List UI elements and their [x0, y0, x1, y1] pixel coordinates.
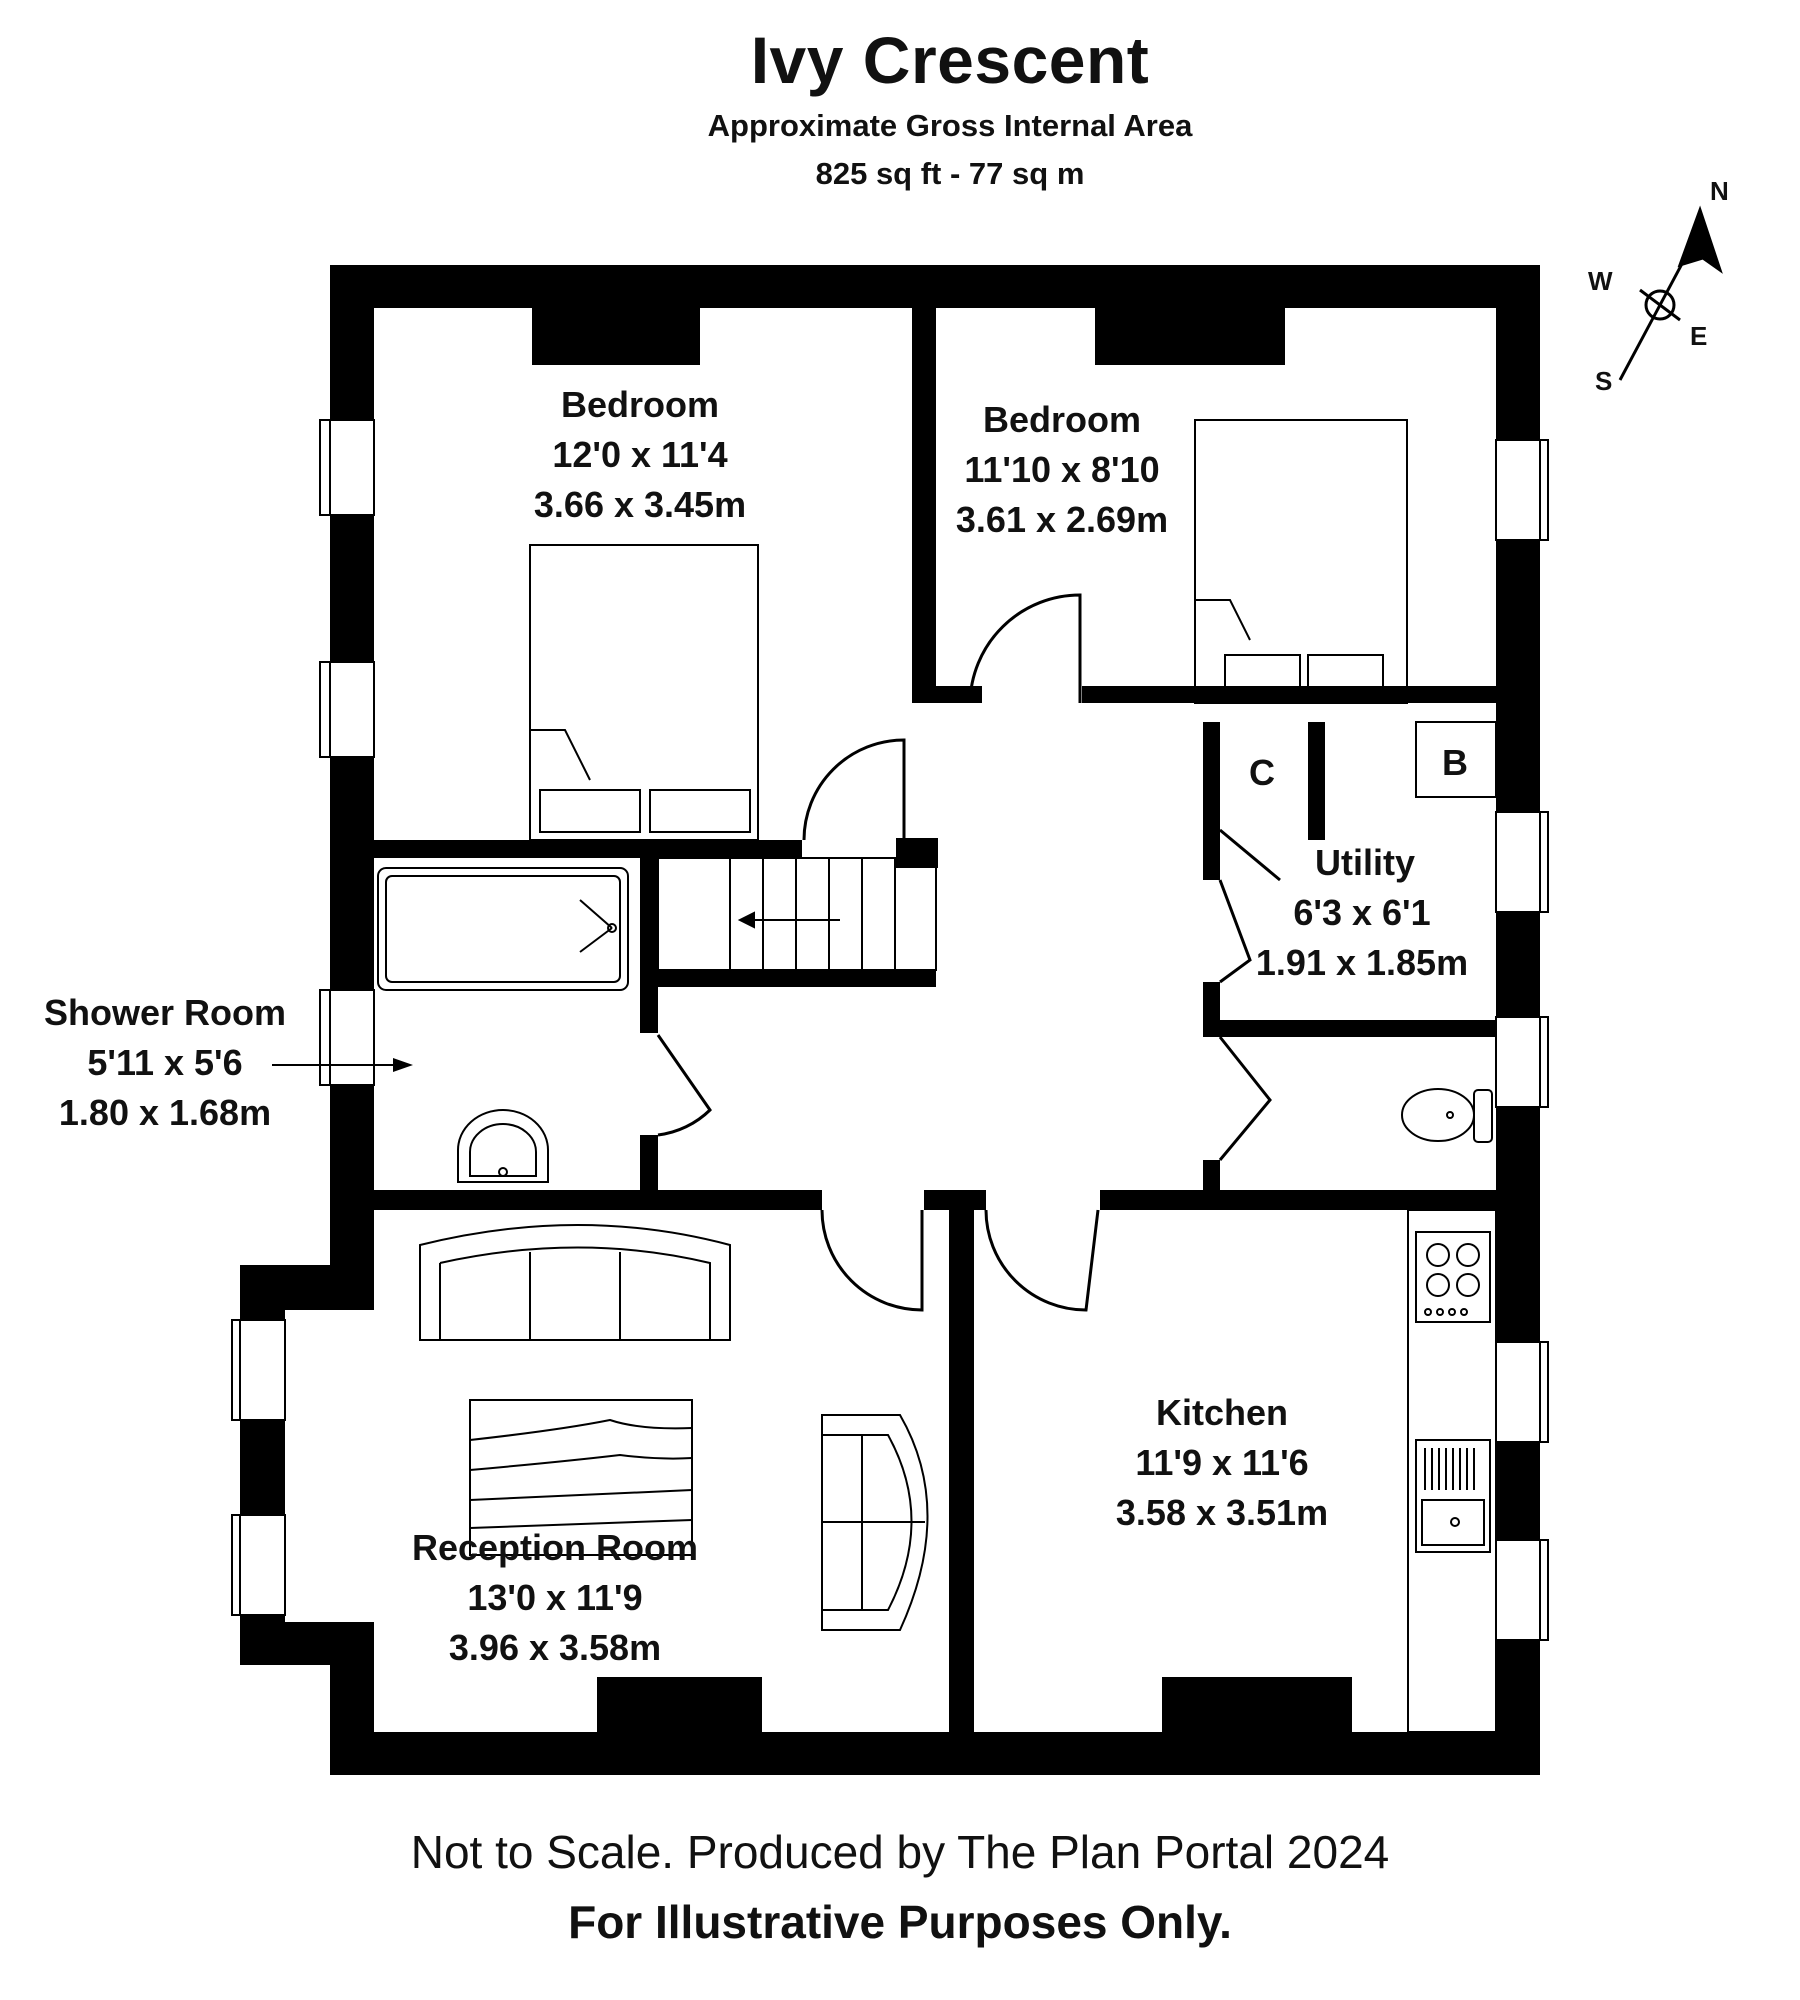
chimney-breast [1095, 308, 1285, 365]
compass-icon [1620, 210, 1720, 380]
footer-disclaimer: For Illustrative Purposes Only. [568, 1896, 1232, 1948]
room-metric: 3.58 x 3.51m [1115, 1492, 1329, 1533]
room-name: Reception Room [411, 1527, 699, 1568]
footer-note: Not to Scale. Produced by The Plan Portal 2024 [410, 1826, 1390, 1878]
room-metric: 3.66 x 3.45m [533, 484, 747, 525]
area-value: 825 sq ft - 77 sq m [815, 156, 1085, 191]
room-imperial: 6'3 x 6'1 [1293, 892, 1431, 933]
sink-icon [1416, 1440, 1490, 1552]
room-imperial: 12'0 x 11'4 [552, 434, 728, 475]
compass-east: E [1690, 321, 1708, 351]
area-label: Approximate Gross Internal Area [707, 108, 1193, 143]
compass-north: N [1710, 176, 1729, 206]
bed-2 [1195, 420, 1407, 703]
room-name: Kitchen [1155, 1392, 1289, 1433]
bed-1 [530, 545, 758, 840]
room-name: Bedroom [982, 399, 1142, 440]
toilet [1402, 1089, 1492, 1142]
room-name: Shower Room [43, 992, 287, 1033]
cupboard-label-b: B [1442, 742, 1468, 783]
compass-south: S [1595, 366, 1613, 396]
chimney-breast [597, 1677, 762, 1732]
shower-tray [378, 868, 628, 990]
room-imperial: 5'11 x 5'6 [87, 1042, 243, 1083]
room-metric: 3.61 x 2.69m [955, 499, 1169, 540]
sofa-main [420, 1225, 730, 1340]
basin [458, 1110, 548, 1182]
sofa-side [822, 1415, 928, 1630]
room-name: Bedroom [560, 384, 720, 425]
room-imperial: 11'10 x 8'10 [964, 449, 1160, 490]
room-name: Utility [1314, 842, 1416, 883]
room-metric: 3.96 x 3.58m [448, 1627, 662, 1668]
room-imperial: 11'9 x 11'6 [1135, 1442, 1309, 1483]
compass-west: W [1588, 266, 1613, 296]
chimney-breast [532, 308, 700, 365]
chimney-breast [1162, 1677, 1352, 1732]
hob-icon [1416, 1232, 1490, 1322]
page-title: Ivy Crescent [750, 23, 1150, 97]
cupboard-label-c: C [1249, 752, 1275, 793]
room-metric: 1.91 x 1.85m [1255, 942, 1469, 983]
room-imperial: 13'0 x 11'9 [467, 1577, 643, 1618]
room-metric: 1.80 x 1.68m [58, 1092, 272, 1133]
staircase [658, 858, 936, 970]
